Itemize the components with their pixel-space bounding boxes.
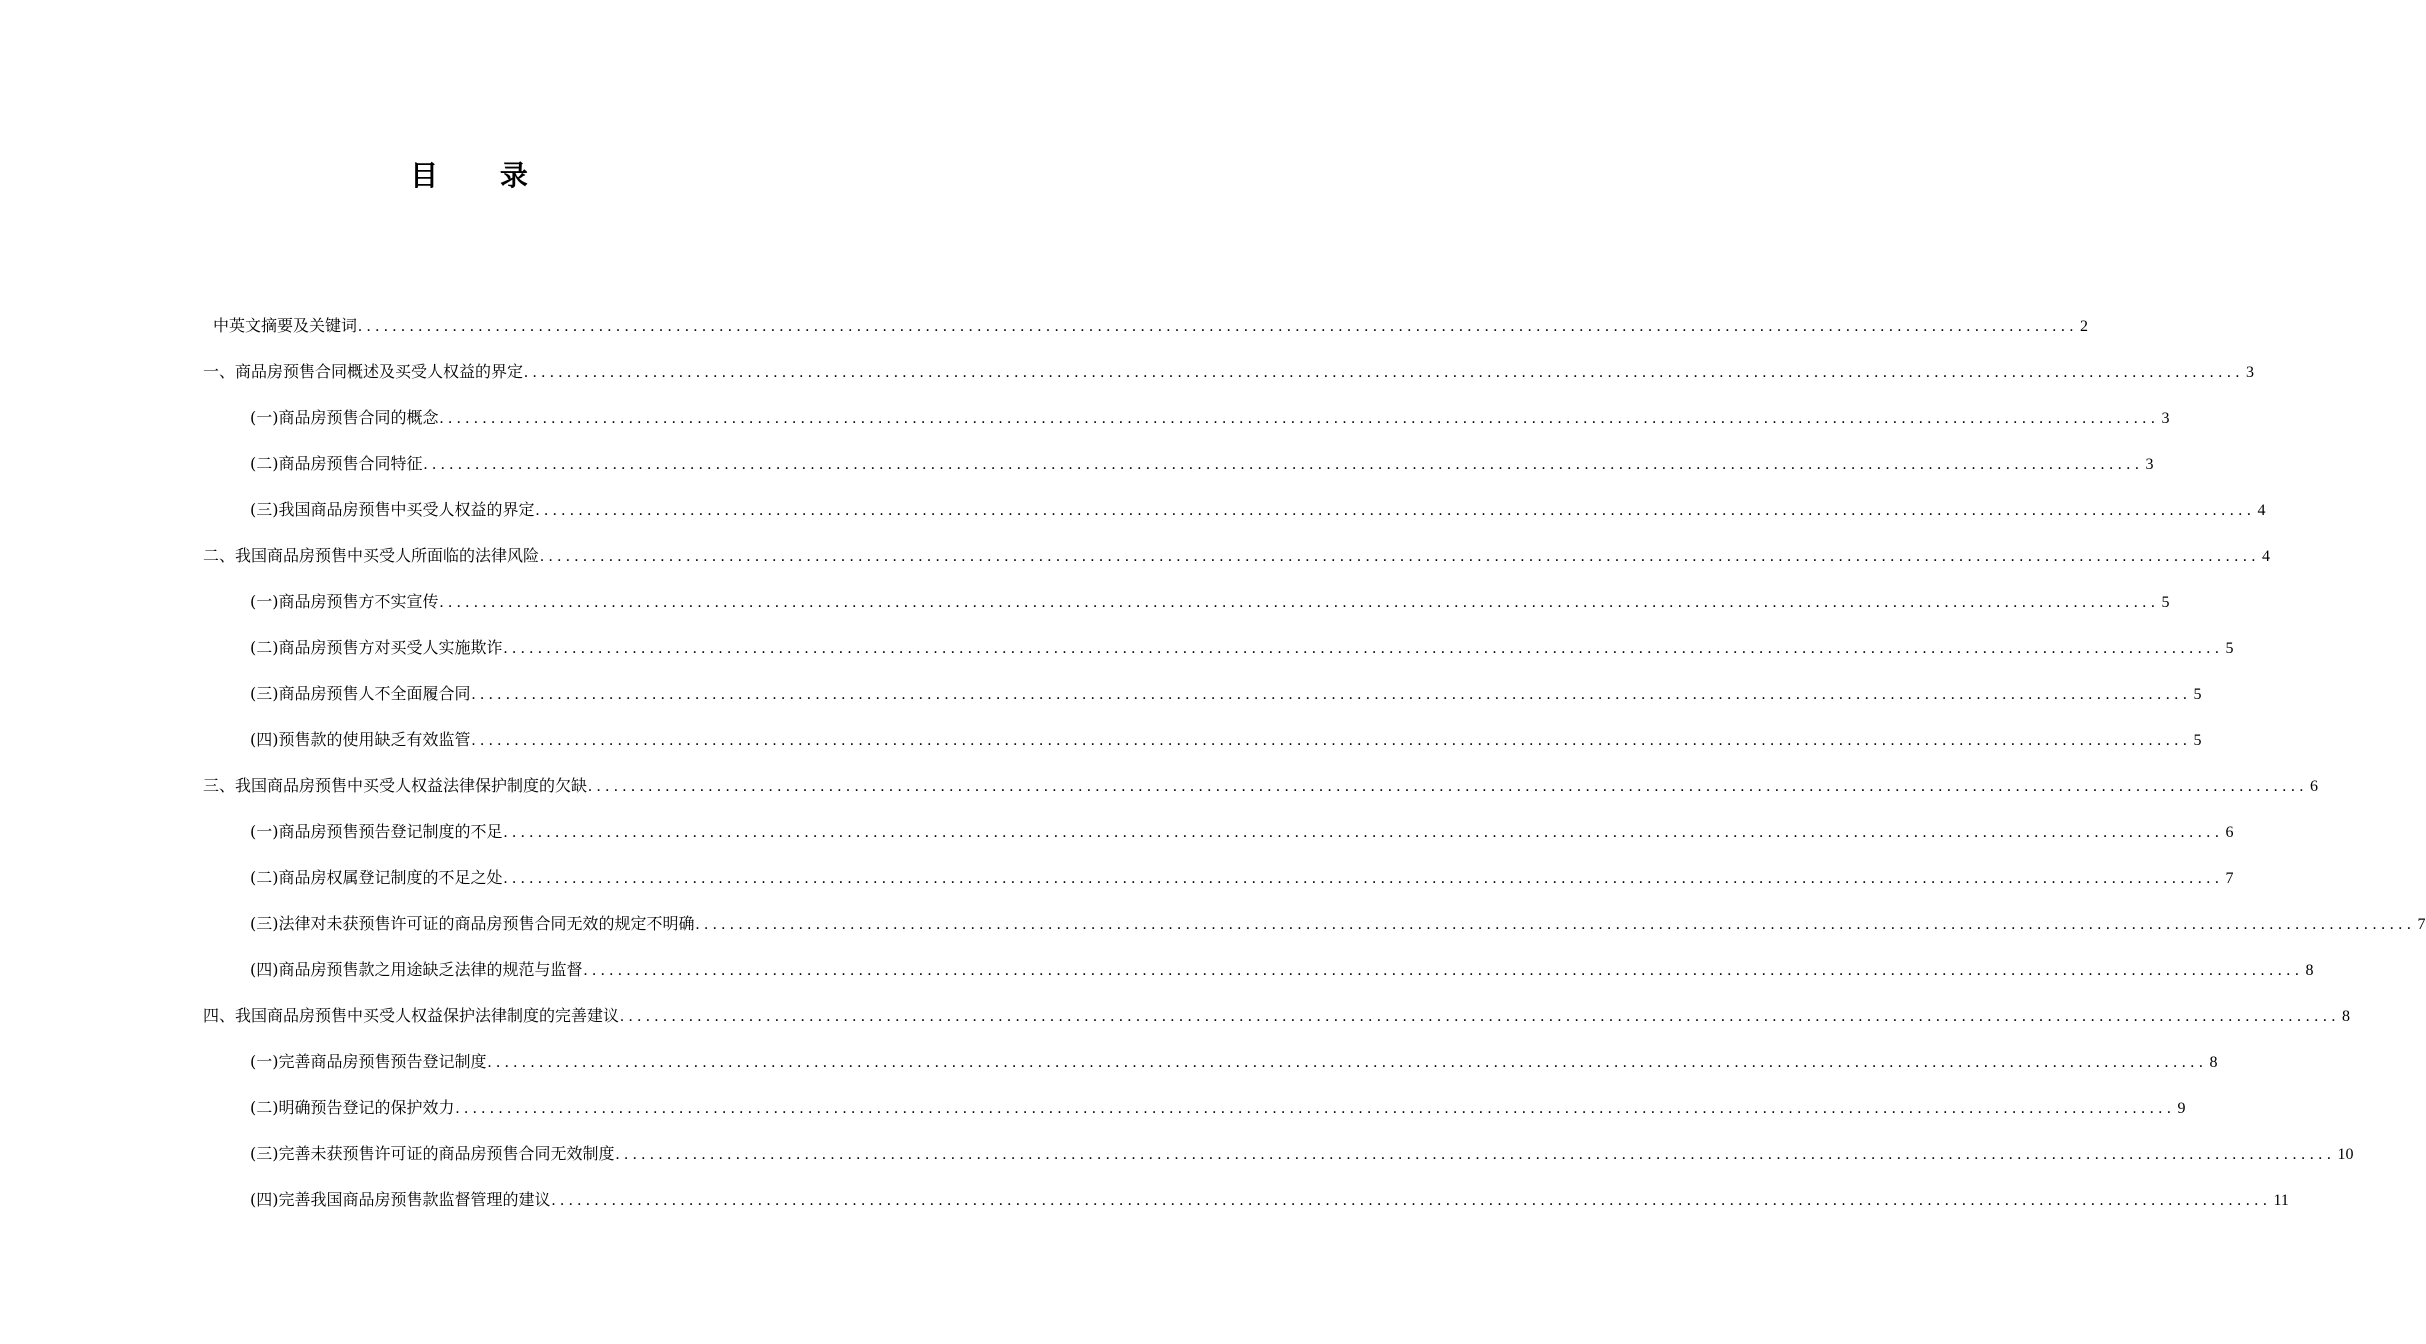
toc-entry-label: 四、我国商品房预售中买受人权益保护法律制度的完善建议 (203, 1006, 620, 1025)
toc-entry[interactable] (250, 1140, 2354, 1168)
toc-entry[interactable] (250, 634, 2234, 662)
toc-entry-label: (二)明确预告登记的保护效力 (250, 1098, 455, 1117)
toc-page-number: 6 (2310, 778, 2319, 795)
toc-entry-label: (二)商品房预售方对买受人实施欺诈 (250, 638, 503, 657)
toc-page-number: 4 (2257, 502, 2266, 519)
toc-entry-label: 中英文摘要及关键词 (213, 316, 358, 335)
toc-dot-leader: ........................................................................................................................................................................................................ (695, 916, 2416, 933)
toc-page-number: 3 (2161, 410, 2170, 427)
toc-dot-leader: ........................................................................................................................................................................................................ (583, 962, 2304, 979)
toc-page-number: 9 (2177, 1100, 2186, 1117)
toc-dot-leader: ........................................................................................................................................................................................................ (487, 1054, 2208, 1071)
toc-entry[interactable] (250, 864, 2234, 892)
toc-dot-leader: ........................................................................................................................................................................................................ (535, 502, 2256, 519)
toc-entry[interactable] (250, 404, 2170, 432)
toc-entry-label: (三)商品房预售人不全面履合同 (250, 684, 471, 703)
toc-entry-label: 二、我国商品房预售中买受人所面临的法律风险 (203, 546, 540, 565)
toc-entry-label: (一)完善商品房预售预告登记制度 (250, 1052, 487, 1071)
toc-page-number: 10 (2337, 1146, 2354, 1163)
toc-dot-leader: ........................................................................................................................................................................................................ (471, 686, 2192, 703)
page-title: 目 录 (410, 159, 554, 192)
toc-entry[interactable] (250, 450, 2154, 478)
toc-entry[interactable] (250, 956, 2314, 984)
toc-page-number: 8 (2305, 962, 2314, 979)
toc-entry[interactable] (250, 588, 2170, 616)
toc-page-number: 5 (2193, 686, 2202, 703)
toc-entry[interactable] (203, 772, 2319, 800)
toc-entry-label: (四)预售款的使用缺乏有效监管 (250, 730, 471, 749)
toc-entry-label: (三)法律对未获预售许可证的商品房预售合同无效的规定不明确 (250, 914, 695, 933)
toc-entry[interactable] (250, 1094, 2186, 1122)
toc-page-number: 5 (2193, 732, 2202, 749)
toc-entry-label: (二)商品房预售合同特征 (250, 454, 423, 473)
toc-page-number: 4 (2262, 548, 2271, 565)
toc-entry-label: (三)我国商品房预售中买受人权益的界定 (250, 500, 535, 519)
toc-entry-label: (三)完善未获预售许可证的商品房预售合同无效制度 (250, 1144, 615, 1163)
toc-entry[interactable] (250, 1186, 2289, 1214)
toc-entry[interactable] (213, 312, 2089, 340)
toc-page-number: 3 (2246, 364, 2255, 381)
toc-dot-leader: ........................................................................................................................................................................................................ (588, 778, 2309, 795)
toc-page-number: 3 (2145, 456, 2154, 473)
toc-dot-leader: ........................................................................................................................................................................................................ (439, 594, 2160, 611)
toc-dot-leader: ........................................................................................................................................................................................................ (551, 1192, 2272, 1209)
toc-entry-label: (四)完善我国商品房预售款监督管理的建议 (250, 1190, 551, 1209)
toc-dot-leader: ........................................................................................................................................................................................................ (358, 318, 2079, 335)
toc-dot-leader: ........................................................................................................................................................................................................ (540, 548, 2261, 565)
toc-dot-leader: ........................................................................................................................................................................................................ (423, 456, 2144, 473)
toc-page-number: 7 (2417, 916, 2426, 933)
toc-entry[interactable] (250, 726, 2202, 754)
toc-entry-label: 一、商品房预售合同概述及买受人权益的界定 (203, 362, 524, 381)
toc-dot-leader: ........................................................................................................................................................................................................ (503, 640, 2224, 657)
toc-dot-leader: ........................................................................................................................................................................................................ (615, 1146, 2336, 1163)
toc-dot-leader: ........................................................................................................................................................................................................ (471, 732, 2192, 749)
toc-page-number: 5 (2225, 640, 2234, 657)
toc-dot-leader: ........................................................................................................................................................................................................ (524, 364, 2245, 381)
toc-entry-label: (一)商品房预售预告登记制度的不足 (250, 822, 503, 841)
toc-dot-leader: ........................................................................................................................................................................................................ (503, 870, 2224, 887)
toc-page-number: 6 (2225, 824, 2234, 841)
toc-page-number: 11 (2273, 1192, 2289, 1209)
toc-entry-label: (四)商品房预售款之用途缺乏法律的规范与监督 (250, 960, 583, 979)
toc-entry-label: 三、我国商品房预售中买受人权益法律保护制度的欠缺 (203, 776, 588, 795)
toc-page-number: 2 (2080, 318, 2089, 335)
toc-entry[interactable] (250, 818, 2234, 846)
toc-dot-leader: ........................................................................................................................................................................................................ (503, 824, 2224, 841)
toc-dot-leader: ........................................................................................................................................................................................................ (455, 1100, 2176, 1117)
toc-page-number: 5 (2161, 594, 2170, 611)
toc-entry[interactable] (203, 358, 2255, 386)
toc-dot-leader: ........................................................................................................................................................................................................ (620, 1008, 2341, 1025)
toc-entry-label: (二)商品房权属登记制度的不足之处 (250, 868, 503, 887)
toc-entry[interactable] (203, 1002, 2351, 1030)
toc-entry[interactable] (250, 680, 2202, 708)
toc-entry[interactable] (203, 542, 2271, 570)
toc-page-number: 7 (2225, 870, 2234, 887)
toc-entry-label: (一)商品房预售方不实宣传 (250, 592, 439, 611)
toc-entry[interactable] (250, 910, 2426, 938)
toc-entry-label: (一)商品房预售合同的概念 (250, 408, 439, 427)
toc-page-number: 8 (2209, 1054, 2218, 1071)
toc-dot-leader: ........................................................................................................................................................................................................ (439, 410, 2160, 427)
toc-page-number: 8 (2342, 1008, 2351, 1025)
toc-entry[interactable] (250, 1048, 2218, 1076)
toc-entry[interactable] (250, 496, 2266, 524)
